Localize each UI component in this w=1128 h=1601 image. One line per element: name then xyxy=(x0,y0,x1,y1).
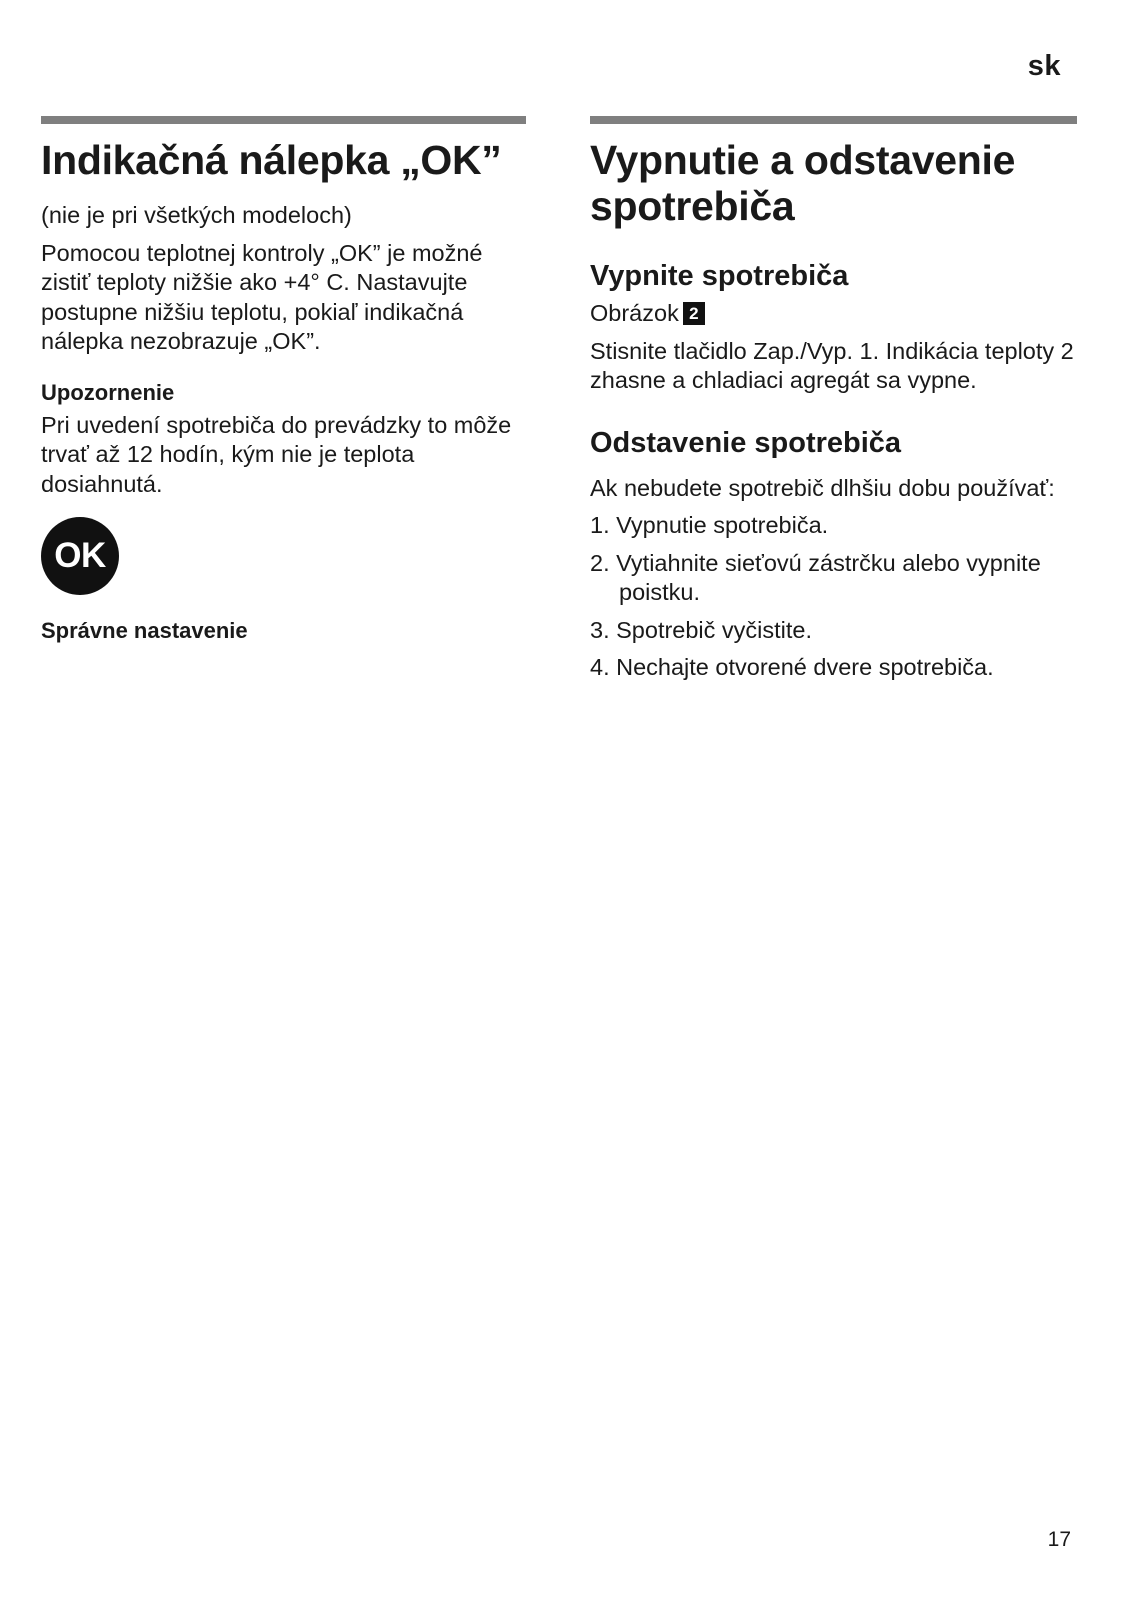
ok-sticker-description: Pomocou teplotnej kontroly „OK” je možné zistiť teploty nižšie ako +4° C. Nastavujte postupne nižšiu teplotu, pokiaľ indikačná nálepka nezobrazuje „OK”. xyxy=(41,239,483,354)
right-column xyxy=(590,116,1077,691)
list-item: 3. Spotrebič vyčistite. xyxy=(590,616,813,643)
switch-off-instructions: Stisnite tlačidlo Zap./Vyp. 1. Indikácia teploty 2 zhasne a chladiaci agregát sa vypne. xyxy=(590,337,1074,393)
figure-label: Obrázok xyxy=(590,300,679,326)
language-code: sk xyxy=(1027,50,1061,82)
figure-number-badge: 2 xyxy=(683,302,705,325)
section-divider xyxy=(590,116,1077,124)
list-item: 1. Vypnutie spotrebiča. xyxy=(590,512,829,538)
section-title-ok-sticker: Indikačná nálepka „OK” xyxy=(41,137,502,183)
note-text: Pri uvedení spotrebiča do prevádzky to môže trvať až 12 hodín, kým nie je teplota dosiahnutá. xyxy=(41,411,512,497)
page-number: 17 xyxy=(1047,1528,1071,1551)
list-item: 2. Vytiahnite sieťovú zástrčku alebo vypnite poistku. xyxy=(590,549,1041,605)
note-heading: Upozornenie xyxy=(41,379,175,405)
subsection-heading-switch-off: Vypnite spotrebiča xyxy=(590,260,849,292)
section-title-switch-off: Vypnutie a odstavenie spotrebiča xyxy=(590,137,1016,229)
left-column xyxy=(41,116,526,645)
figure-reference xyxy=(590,299,1077,329)
ok-badge-icon: OK xyxy=(41,517,119,595)
storage-intro: Ak nebudete spotrebič dlhšiu dobu používať: xyxy=(590,474,1055,501)
subsection-heading-storage: Odstavenie spotrebiča xyxy=(590,426,902,459)
section-divider xyxy=(41,116,526,124)
list-item: 4. Nechajte otvorené dvere spotrebiča. xyxy=(590,654,994,680)
storage-steps xyxy=(590,511,1077,683)
ok-badge-caption: Správne nastavenie xyxy=(41,618,248,643)
models-note: (nie je pri všetkých modeloch) xyxy=(41,202,352,228)
